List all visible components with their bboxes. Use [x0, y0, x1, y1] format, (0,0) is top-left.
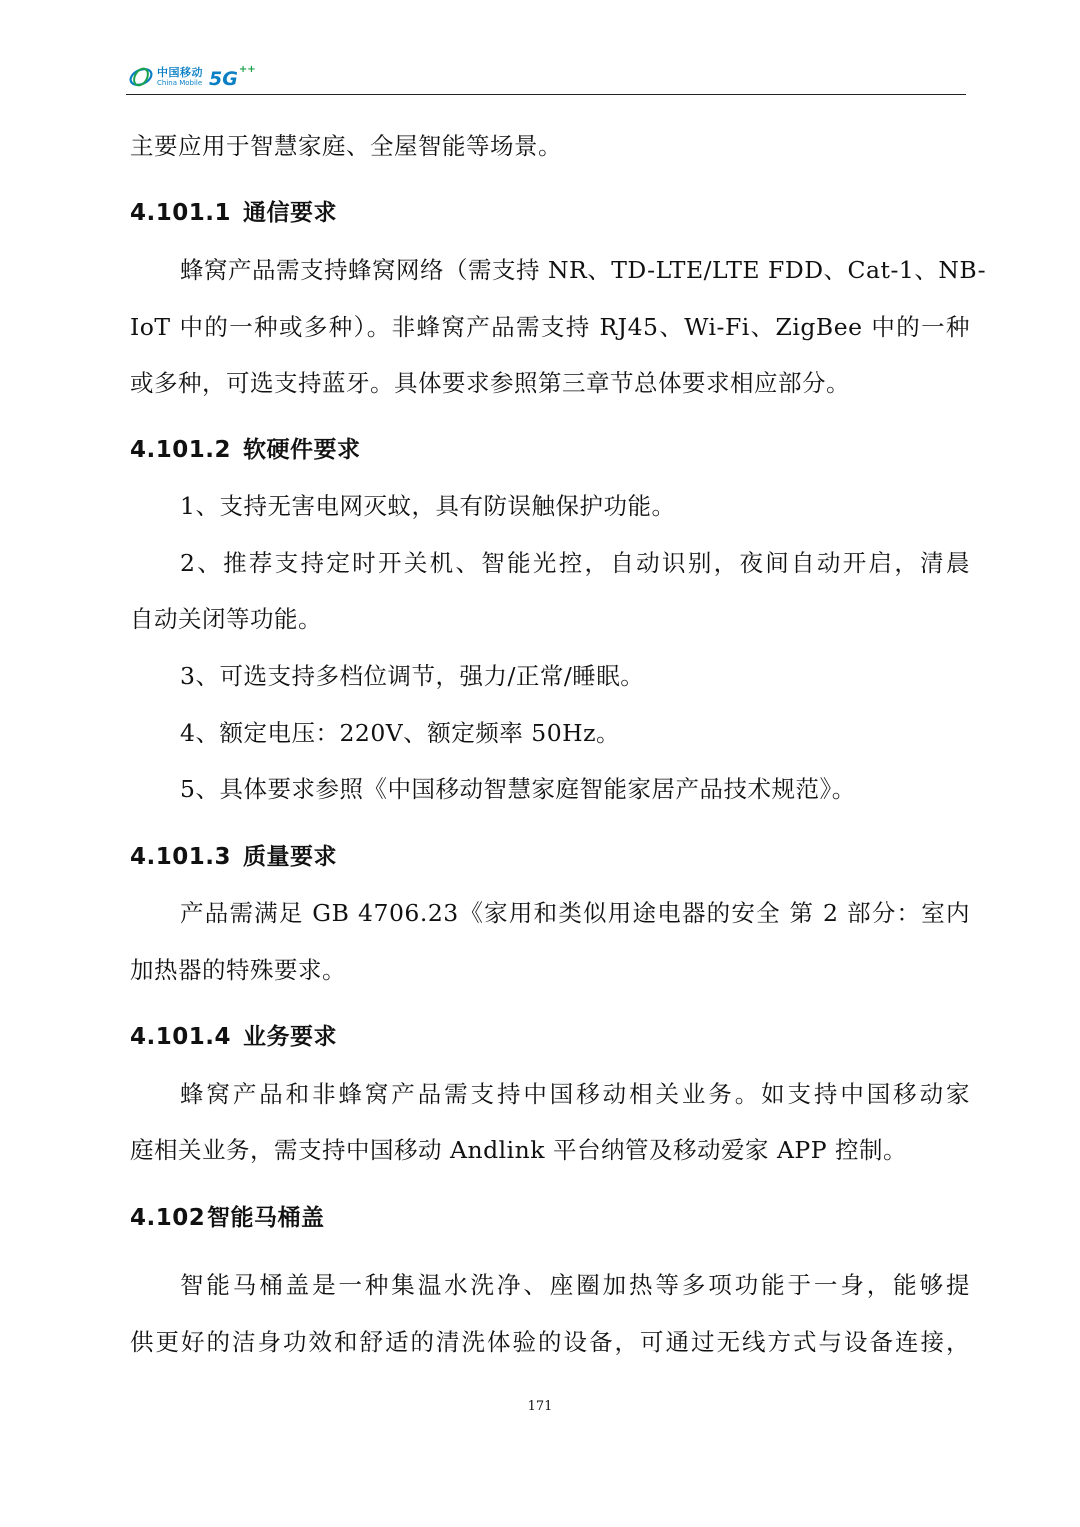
paragraph-line: 庭相关业务，需支持中国移动 Andlink 平台纳管及移动爱家 APP 控制。 — [130, 1136, 908, 1164]
section-heading-4-101-4 — [130, 1020, 970, 1054]
section-number: 4.101.3 — [130, 844, 231, 870]
paragraph-line: IoT 中的一种或多种）。非蜂窝产品需支持 RJ45、Wi-Fi、ZigBee 中的一种 — [130, 313, 970, 341]
section-title: 通信要求 — [243, 200, 337, 226]
section-heading-4-102 — [130, 1201, 970, 1235]
paragraph-line: 蜂窝产品和非蜂窝产品需支持中国移动相关业务。如支持中国移动家 — [180, 1080, 970, 1108]
section-title: 智能马桶盖 — [207, 1205, 325, 1231]
intro-paragraph: 主要应用于智慧家庭、全屋智能等场景。 — [130, 132, 562, 160]
paragraph-line: 加热器的特殊要求。 — [130, 956, 346, 984]
section-heading-4-101-1 — [130, 196, 970, 230]
china-mobile-logo — [128, 62, 256, 92]
list-item-continuation: 自动关闭等功能。 — [130, 605, 322, 633]
paragraph-line: 智能马桶盖是一种集温水洗净、座圈加热等多项功能于一身，能够提 — [180, 1271, 970, 1299]
china-mobile-logo-icon — [128, 64, 154, 90]
list-item: 2、推荐支持定时开关机、智能光控，自动识别，夜间自动开启，清晨 — [180, 549, 970, 577]
list-item: 3、可选支持多档位调节，强力/正常/睡眠。 — [180, 662, 645, 690]
section-number: 4.102 — [130, 1205, 206, 1231]
section-number: 4.101.4 — [130, 1024, 231, 1050]
paragraph-line: 蜂窝产品需支持蜂窝网络（需支持 NR、TD-LTE/LTE FDD、Cat-1、NB- — [180, 256, 987, 284]
paragraph-line: 产品需满足 GB 4706.23《家用和类似用途电器的安全 第 2 部分：室内 — [180, 899, 970, 927]
logo-en-text: China Mobile — [157, 79, 203, 87]
logo-5g-text: 5G — [209, 68, 238, 90]
page-number: 171 — [527, 1399, 553, 1414]
paragraph-line: 或多种，可选支持蓝牙。具体要求参照第三章节总体要求相应部分。 — [130, 369, 850, 397]
section-title: 软硬件要求 — [243, 437, 361, 463]
list-item: 4、额定电压：220V、额定频率 50Hz。 — [180, 719, 621, 747]
header-rule — [126, 94, 966, 95]
section-number: 4.101.2 — [130, 437, 231, 463]
logo-cn-text: 中国移动 — [157, 66, 203, 79]
section-heading-4-101-3 — [130, 840, 970, 874]
section-title: 质量要求 — [243, 844, 337, 870]
section-title: 业务要求 — [243, 1024, 337, 1050]
logo-plus-text: ++ — [238, 63, 256, 75]
section-number: 4.101.1 — [130, 200, 231, 226]
list-item: 1、支持无害电网灭蚊，具有防误触保护功能。 — [180, 492, 676, 520]
page-header — [126, 62, 966, 96]
section-heading-4-101-2 — [130, 433, 970, 467]
list-item: 5、具体要求参照《中国移动智慧家庭智能家居产品技术规范》。 — [180, 775, 856, 803]
paragraph-line: 供更好的洁身功效和舒适的清洗体验的设备，可通过无线方式与设备连接， — [130, 1328, 970, 1356]
